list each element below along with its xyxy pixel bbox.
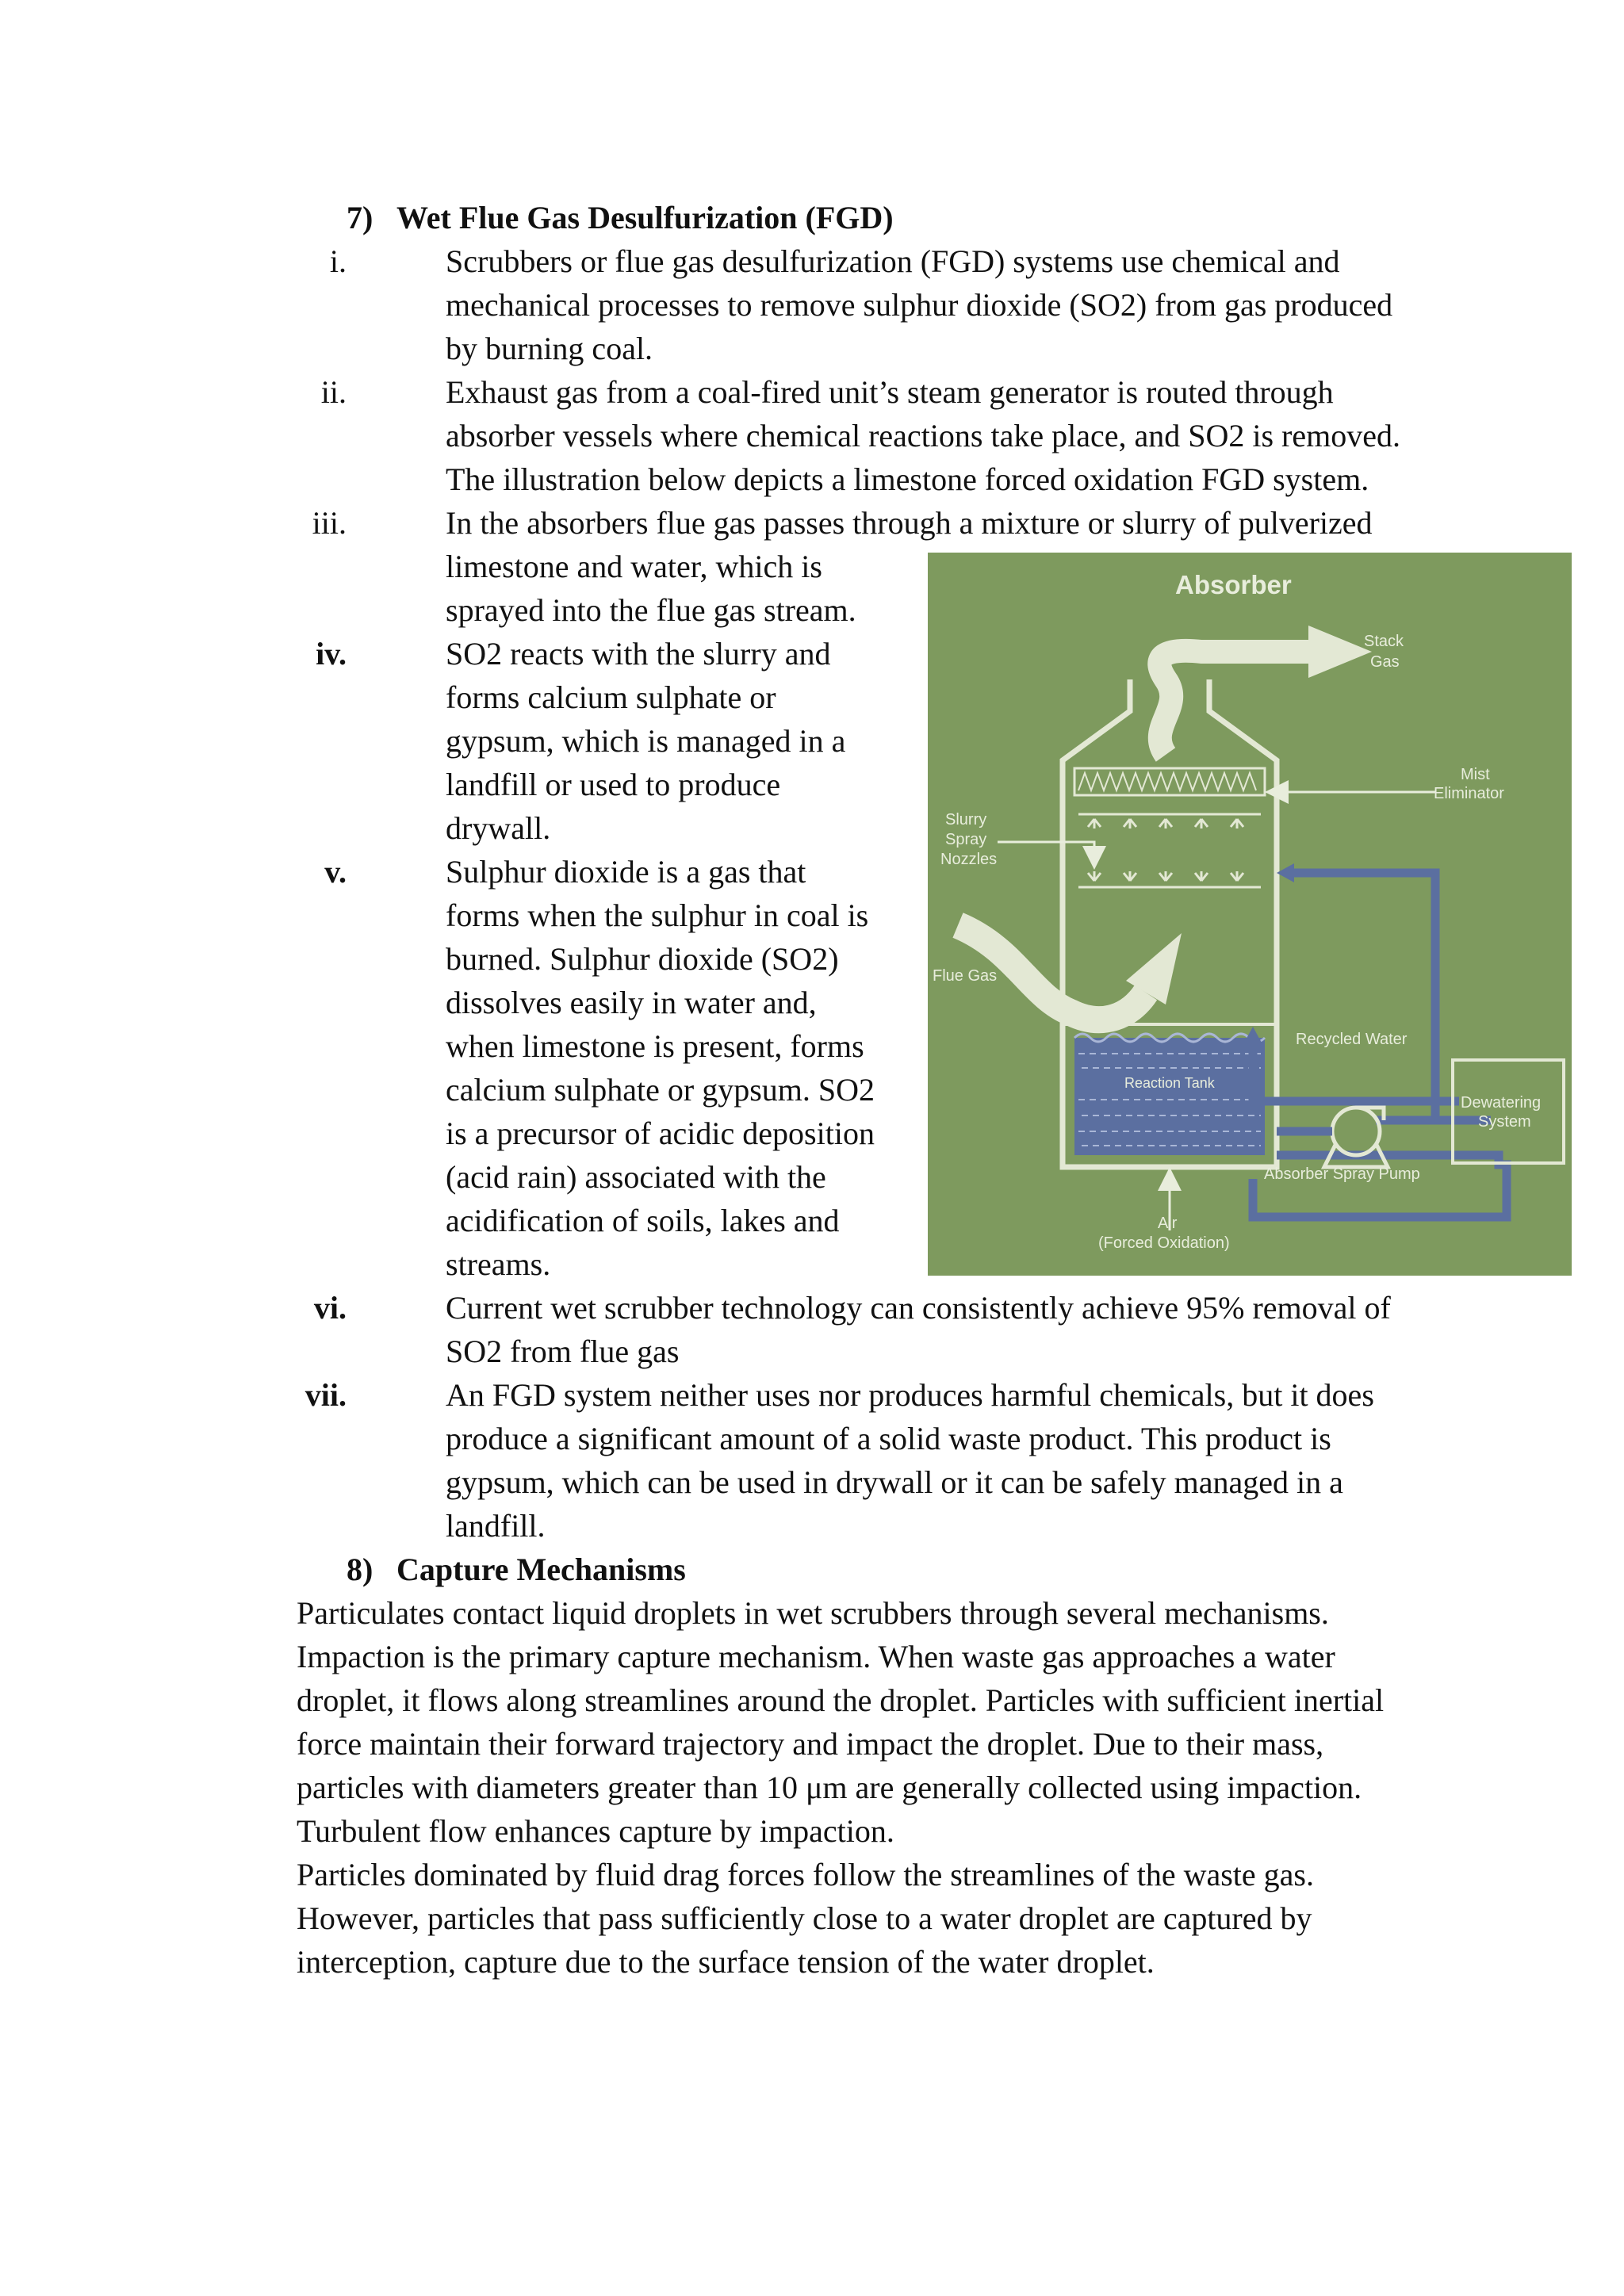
text-line: dissolves easily in water and, xyxy=(446,985,817,1020)
section-7-number: 7) xyxy=(347,200,373,235)
text-line: limestone and water, which is xyxy=(446,549,822,584)
mist-eliminator-label-line1: Mist xyxy=(1461,766,1490,783)
text-line: In the absorbers flue gas passes through a mixture or slurry of pulverized xyxy=(446,505,1373,541)
text-line: (acid rain) associated with the xyxy=(446,1159,826,1195)
capture-paragraph-1 xyxy=(297,1591,1384,1853)
text-line: absorber vessels where chemical reactions take place, and SO2 is removed. xyxy=(446,418,1400,453)
text-line: Impaction is the primary capture mechanism. When waste gas approaches a water xyxy=(297,1639,1335,1674)
text-line: The illustration below depicts a limestone forced oxidation FGD system. xyxy=(446,461,1369,497)
diagram-title: Absorber xyxy=(1175,570,1292,599)
text-line: gypsum, which is managed in a xyxy=(446,723,846,759)
flue-gas-label: Flue Gas xyxy=(933,967,998,985)
spray-pump-label: Absorber Spray Pump xyxy=(1264,1165,1420,1183)
text-line: drywall. xyxy=(446,810,551,846)
list-numeral: i. xyxy=(329,243,347,279)
slurry-label-line1: Slurry xyxy=(945,811,987,828)
text-line: is a precursor of acidic deposition xyxy=(446,1115,875,1151)
capture-paragraph-2 xyxy=(297,1853,1314,1984)
mist-eliminator-label-line2: Eliminator xyxy=(1434,785,1504,802)
list-numeral: iii. xyxy=(312,505,347,541)
text-line: Sulphur dioxide is a gas that xyxy=(446,854,806,890)
reaction-tank xyxy=(1074,1038,1265,1155)
text-line: Turbulent flow enhances capture by impaction. xyxy=(297,1813,894,1849)
text-line: An FGD system neither uses nor produces harmful chemicals, but it does xyxy=(446,1377,1374,1413)
recycled-water-label: Recycled Water xyxy=(1296,1031,1408,1048)
text-line: mechanical processes to remove sulphur dioxide (SO2) from gas produced xyxy=(446,287,1393,323)
text-line: SO2 reacts with the slurry and xyxy=(446,636,831,672)
list-numeral: v. xyxy=(324,854,347,890)
section-8-number: 8) xyxy=(347,1552,373,1587)
section-8-title: Capture Mechanisms xyxy=(396,1552,686,1587)
text-line: when limestone is present, forms xyxy=(446,1028,864,1064)
stack-gas-label-line2: Gas xyxy=(1370,653,1400,671)
text-line: Particulates contact liquid droplets in wet scrubbers through several mechanisms. xyxy=(297,1595,1329,1631)
text-line: However, particles that pass sufficiently close to a water droplet are captured by xyxy=(297,1900,1312,1936)
air-label-line2: (Forced Oxidation) xyxy=(1098,1234,1230,1252)
text-line: sprayed into the flue gas stream. xyxy=(446,592,856,628)
stack-gas-label-line1: Stack xyxy=(1364,633,1404,650)
text-line: forms when the sulphur in coal is xyxy=(446,897,869,933)
text-line: Scrubbers or flue gas desulfurization (FGD) systems use chemical and xyxy=(446,243,1340,279)
slurry-label-line2: Spray xyxy=(945,831,987,848)
slurry-label-line3: Nozzles xyxy=(940,851,998,868)
text-line: burned. Sulphur dioxide (SO2) xyxy=(446,941,839,977)
text-line: particles with diameters greater than 10 μm are generally collected using impaction. xyxy=(297,1770,1362,1805)
reaction-tank-label: Reaction Tank xyxy=(1124,1075,1215,1091)
text-line: Exhaust gas from a coal-fired unit’s steam generator is routed through xyxy=(446,374,1334,410)
text-line: droplet, it flows along streamlines around the droplet. Particles with sufficient inertial xyxy=(297,1682,1385,1718)
text-line: landfill or used to produce xyxy=(446,767,781,802)
text-line: acidification of soils, lakes and xyxy=(446,1203,840,1238)
dewatering-label-line1: Dewatering xyxy=(1461,1094,1542,1112)
absorber-diagram xyxy=(928,553,1572,1276)
text-line: landfill. xyxy=(446,1508,546,1544)
text-line: produce a significant amount of a solid waste product. This product is xyxy=(446,1421,1331,1456)
text-line: SO2 from flue gas xyxy=(446,1334,680,1369)
text-line: by burning coal. xyxy=(446,331,653,366)
text-line: streams. xyxy=(446,1246,551,1282)
text-line: Current wet scrubber technology can consistently achieve 95% removal of xyxy=(446,1290,1391,1326)
dewatering-label-line2: System xyxy=(1478,1113,1531,1131)
text-line: Particles dominated by fluid drag forces follow the streamlines of the waste gas. xyxy=(297,1857,1314,1892)
list-numeral: iv. xyxy=(316,636,347,672)
list-numeral: vii. xyxy=(304,1377,347,1413)
text-line: gypsum, which can be used in drywall or it can be safely managed in a xyxy=(446,1464,1343,1500)
list-numeral: ii. xyxy=(320,374,347,410)
list-numeral: vi. xyxy=(313,1290,347,1326)
air-label-line1: Air xyxy=(1158,1215,1178,1232)
text-line: interception, capture due to the surface tension of the water droplet. xyxy=(297,1944,1155,1980)
text-line: calcium sulphate or gypsum. SO2 xyxy=(446,1072,875,1108)
text-line: forms calcium sulphate or xyxy=(446,679,776,715)
text-line: force maintain their forward trajectory and impact the droplet. Due to their mass, xyxy=(297,1726,1324,1762)
section-7-title: Wet Flue Gas Desulfurization (FGD) xyxy=(396,200,894,235)
